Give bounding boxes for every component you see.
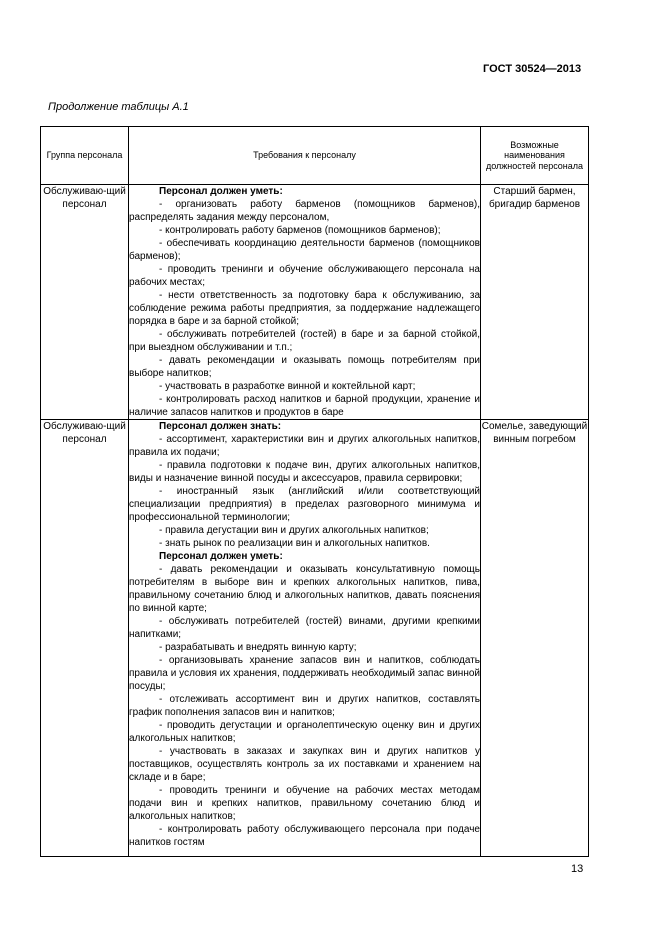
column-header-group: Группа персонала [41, 127, 129, 185]
requirement-item: - отслеживать ассортимент вин и других напитков, составлять график пополнения запасов вин и напитков; [129, 694, 480, 718]
requirement-item: - участвовать в заказах и закупках вин и других напитков у поставщиков, осуществлять контроль за их поставками и хранением на складе и в баре; [129, 746, 480, 783]
positions-cell: Сомелье, заведующий винным погребом [481, 420, 589, 857]
requirement-item: - участвовать в разработке винной и коктейльной карт; [159, 381, 416, 392]
column-header-requirements: Требования к персоналу [129, 127, 481, 185]
requirement-item: - проводить дегустации и органолептическую оценку вин и других алкогольных напитков; [129, 720, 480, 744]
requirement-heading: Персонал должен уметь: [159, 186, 283, 197]
table-row [41, 185, 589, 420]
requirement-item: - обслуживать потребителей (гостей) винами, другими крепкими напитками; [129, 616, 480, 640]
requirement-item: - контролировать работу обслуживающего персонала при подаче напитков гостям [129, 824, 480, 848]
requirement-heading: Персонал должен знать: [159, 421, 282, 432]
requirement-item: - проводить тренинги и обучение на рабочих местах методам подачи вин и крепких напитков, правильному сочетанию блюд и алкогольных напитков; [129, 785, 480, 822]
requirement-item: - контролировать расход напитков и барной продукции, хранение и наличие запасов напитков и продуктов в баре [129, 394, 480, 418]
requirement-item: - правила дегустации вин и других алкогольных напитков; [159, 525, 429, 536]
standard-number: ГОСТ 30524—2013 [483, 63, 582, 75]
requirement-item: - нести ответственность за подготовку бара к обслуживанию, за соблюдение режима работы предприятия, за поддержание надлежащего порядка в баре и за барной стойкой; [129, 290, 480, 327]
requirement-heading: Персонал должен уметь: [159, 551, 283, 562]
requirement-item: - разрабатывать и внедрять винную карту; [159, 642, 357, 653]
group-cell: Обслуживаю-щий персонал [41, 185, 129, 420]
requirement-item: - организовать работу барменов (помощников барменов), распределять задания между персоналом, [129, 199, 480, 223]
requirement-item: - знать рынок по реализации вин и алкогольных напитков. [159, 538, 430, 549]
page-number: 13 [571, 863, 584, 875]
column-header-positions: Возможные наименования должностей персонала [481, 127, 589, 185]
requirement-item: - обеспечивать координацию деятельности барменов (помощников барменов); [129, 238, 480, 262]
positions-cell: Старший бармен, бригадир барменов [481, 185, 589, 420]
requirement-item: - ассортимент, характеристики вин и других алкогольных напитков, правила их подачи; [129, 434, 480, 458]
requirement-item: - давать рекомендации и оказывать консультативную помощь потребителям в выборе вин и крепких алкогольных напитков, пива, правильному сочетанию блюд и алкогольных напитков, давать пояснения по винной карте; [129, 564, 480, 614]
requirement-item: - проводить тренинги и обучение обслуживающего персонала на рабочих местах; [129, 264, 480, 288]
table-header-row [41, 127, 589, 185]
requirement-item: - иностранный язык (английский и/или соответствующий специализации предприятия) в пределах разговорного минимума и профессиональной терминологии; [129, 486, 480, 523]
requirement-item: - организовывать хранение запасов вин и напитков, соблюдать правила и условия их хранения, поддерживать необходимый запас винной посуды; [129, 655, 480, 692]
requirement-item: - обслуживать потребителей (гостей) в баре и за барной стойкой, при выездном обслуживании и т.п.; [129, 329, 480, 353]
requirements-cell [129, 185, 481, 420]
requirement-item: - контролировать работу барменов (помощников барменов); [159, 225, 441, 236]
group-cell: Обслуживаю-щий персонал [41, 420, 129, 857]
requirements-table [40, 126, 589, 857]
requirement-item: - правила подготовки к подаче вин, других алкогольных напитков, виды и назначение винной посуды и аксессуаров, правила сервировки; [129, 460, 480, 484]
requirements-cell [129, 420, 481, 857]
table-row [41, 420, 589, 857]
table-caption: Продолжение таблицы А.1 [48, 101, 189, 113]
requirement-item: - давать рекомендации и оказывать помощь потребителям при выборе напитков; [129, 355, 480, 379]
